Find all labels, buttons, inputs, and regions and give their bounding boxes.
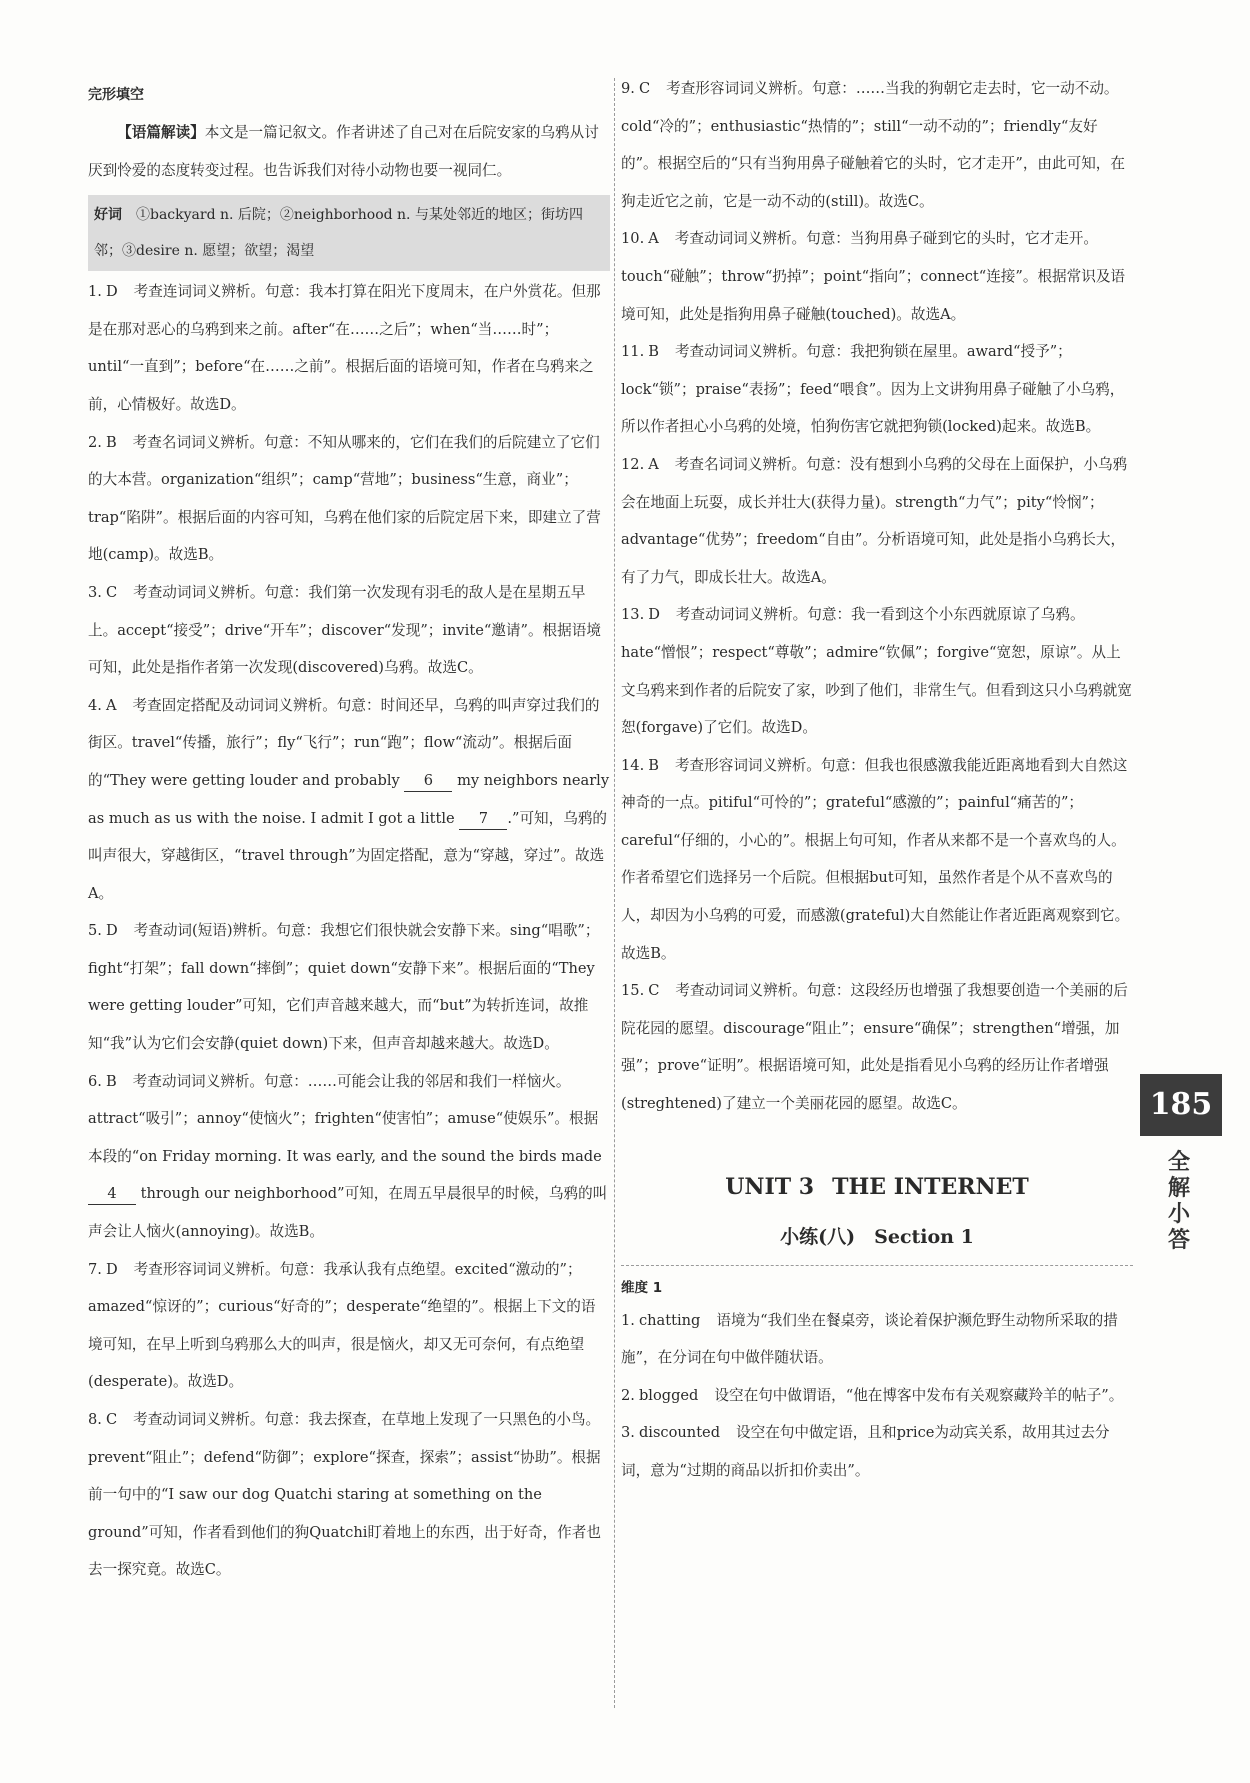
answer-item: 1. chatting 语境为“我们坐在餐桌旁，谈论着保护濒危野生动物所采取的措施”，在分词在句中做伴随状语。 bbox=[621, 1311, 1118, 1367]
answer-item: 12. A 考查名词词义辨析。句意：没有想到小乌鸦的父母在上面保护，小乌鸦会在地面上玩耍，成长并壮大(获得力量)。strength“力气”；pity“怜悯”；advantage“优势”；freedom“自由”。分析语境可知，此处是指小乌鸦长大，有了力气，即成长壮大。故选A。 bbox=[621, 455, 1128, 586]
page-number-tab: 185 bbox=[1140, 1074, 1222, 1136]
blank-number: 6 bbox=[404, 771, 452, 792]
intro-tag: 【语篇解读】 bbox=[117, 124, 205, 141]
answer-item: 6. B 考查动词词义辨析。句意：……可能会让我的邻居和我们一样恼火。attract“吸引”；annoy“使恼火”；frighten“使害怕”；amuse“使娱乐”。根据本段的“on Friday morning. It was early, and the sound the birds made 4 through our neighborhood”可知，在周五早晨很早的时候，乌鸦的叫声会让人恼火(annoying)。故选B。 bbox=[88, 1072, 608, 1241]
answer-item: 8. C 考查动词词义辨析。句意：我去探查，在草地上发现了一只黑色的小鸟。prevent“阻止”；defend“防御”；explore“探查，探索”；assist“协助”。根据前一句中的“I saw our dog Quatchi staring at something on the ground”可知，作者看到他们的狗Quatchi盯着地上的东西，出于好奇，作者也去一探究竟。故选C。 bbox=[88, 1411, 601, 1579]
answer-item: 1. D 考查连词词义辨析。句意：我本打算在阳光下度周末，在户外赏花。但那是在那对恶心的乌鸦到来之前。after“在……之后”；when“当……时”；until“一直到”；before“在……之前”。根据后面的语境可知，作者在乌鸦来之前，心情极好。故选D。 bbox=[88, 283, 601, 413]
answer-item: 3. C 考查动词词义辨析。句意：我们第一次发现有羽毛的敌人是在星期五早上。accept“接受”；drive“开车”；discover“发现”；invite“邀请”。根据语境可知，此处是指作者第一次发现(discovered)乌鸦。故选C。 bbox=[88, 583, 601, 677]
answer-item: 3. discounted 设空在句中做定语，且和price为动宾关系，故用其过去分词，意为“过期的商品以折扣价卖出”。 bbox=[621, 1424, 1110, 1479]
column-divider bbox=[614, 78, 615, 1708]
answer-item: 15. C 考查动词词义辨析。句意：这段经历也增强了我想要创造一个美丽的后院花园的愿望。discourage“阻止”；ensure“确保”；strengthen“增强，加强”；prove“证明”。根据语境可知，此处是指看见小乌鸦的经历让作者增强(streghtened)了建立一个美丽花园的愿望。故选C。 bbox=[621, 982, 1128, 1113]
blank-number: 7 bbox=[459, 809, 507, 830]
vocab-tag: 好词 bbox=[94, 207, 122, 224]
vocab-box bbox=[88, 195, 610, 271]
blank-number: 4 bbox=[88, 1184, 136, 1205]
answer-item: 14. B 考查形容词词义辨析。句意：但我也很感激我能近距离地看到大自然这神奇的一点。pitiful“可怜的”；grateful“感激的”；painful“痛苦的”；careful“仔细的，小心的”。根据上句可知，作者从来都不是一个喜欢鸟的人。作者希望它们选择另一个后院。但根据but可知，虽然作者是个从不喜欢鸟的人，却因为小乌鸦的可爱，而感激(grateful)大自然能让作者近距离观察到它。故选B。 bbox=[621, 756, 1130, 962]
section-subtitle: 小练(八) Section 1 bbox=[780, 1225, 974, 1248]
answer-item: 9. C 考查形容词词义辨析。句意：……当我的狗朝它走去时，它一动不动。cold“冷的”；enthusiastic“热情的”；still“一动不动的”；friendly“友好的”。根据空后的“只有当狗用鼻子碰触着它的头时，它才走开”，由此可知，在狗走近它之前，它是一动不动的(still)。故选C。 bbox=[621, 80, 1125, 210]
intro-text: 本文是一篇记叙文。作者讲述了自己对在后院安家的乌鸦从讨厌到怜爱的态度转变过程。也告诉我们对待小动物也要一视同仁。 bbox=[88, 124, 599, 179]
unit-title: UNIT 3 THE INTERNET bbox=[725, 1173, 1029, 1200]
left-column bbox=[88, 70, 610, 1589]
vocab-text: ①backyard n. 后院；②neighborhood n. 与某处邻近的地区；街坊四邻；③desire n. 愿望；欲望；渴望 bbox=[94, 207, 583, 260]
answer-item: 11. B 考查动词词义辨析。句意：我把狗锁在屋里。award“授予”；lock“锁”；praise“表扬”；feed“喂食”。因为上文讲狗用鼻子碰触了小乌鸦，所以作者担心小乌鸦的处境，怕狗伤害它就把狗锁(locked)起来。故选B。 bbox=[621, 343, 1125, 436]
answer-item: 5. D 考查动词(短语)辨析。句意：我想它们很快就会安静下来。sing“唱歌”；fight“打架”；fall down“摔倒”；quiet down“安静下来”。根据后面的“They were getting louder”可知，它们声音越来越大，而“but”为转折连词，故推知“我”认为它们会安静(quiet down)下来，但声音却越来越大。故选D。 bbox=[88, 922, 600, 1053]
answer-item: 7. D 考查形容词词义辨析。句意：我承认我有点绝望。excited“激动的”；amazed“惊讶的”；curious“好奇的”；desperate“绝望的”。根据上下文的语境可知，在早上听到乌鸦那么大的叫声，很是恼火，却又无可奈何，有点绝望(desperate)。故选D。 bbox=[88, 1260, 596, 1391]
answer-item: 2. blogged 设空在句中做谓语，“他在博客中发布有关观察藏羚羊的帖子”。 bbox=[621, 1386, 1124, 1404]
reading-intro bbox=[88, 114, 610, 189]
answer-item: 10. A 考查动词词义辨析。句意：当狗用鼻子碰到它的头时，它才走开。touch“碰触”；throw“扔掉”；point“指向”；connect“连接”。根据常识及语境可知，此处是指狗用鼻子碰触(touched)。故选A。 bbox=[621, 230, 1126, 323]
right-column bbox=[621, 70, 1133, 1490]
answer-item: 2. B 考查名词词义辨析。句意：不知从哪来的，它们在我们的后院建立了它们的大本营。organization“组织”；camp“营地”；business“生意，商业”；trap“陷阱”。根据后面的内容可知，乌鸦在他们家的后院定居下来，即建立了营地(camp)。故选B。 bbox=[88, 433, 601, 564]
answer-item: 4. A 考查固定搭配及动词词义辨析。句意：时间还早，乌鸦的叫声穿过我们的街区。travel“传播，旅行”；fly“飞行”；run“跑”；flow“流动”。根据后面的“They were getting louder and probably 6 my neighbors nearly as much as us with the noise. I admit I got a little 7 .”可知，乌鸦的叫声很大，穿越街区，“travel through”为固定搭配，意为“穿越，穿过”。故选A。 bbox=[88, 696, 610, 902]
dimension-heading: 维度 1 bbox=[621, 1265, 1133, 1302]
answer-item: 13. D 考查动词词义辨析。句意：我一看到这个小东西就原谅了乌鸦。hate“憎恨”；respect“尊敬”；admire“钦佩”；forgive“宽恕，原谅”。从上文乌鸦来到作者的后院安了家，吵到了他们，非常生气。但看到这只小乌鸦就宽恕(forgave)了它们。故选D。 bbox=[621, 606, 1132, 737]
side-label: 全解小答 bbox=[1167, 1150, 1190, 1253]
section-title: 完形填空 bbox=[88, 87, 144, 103]
